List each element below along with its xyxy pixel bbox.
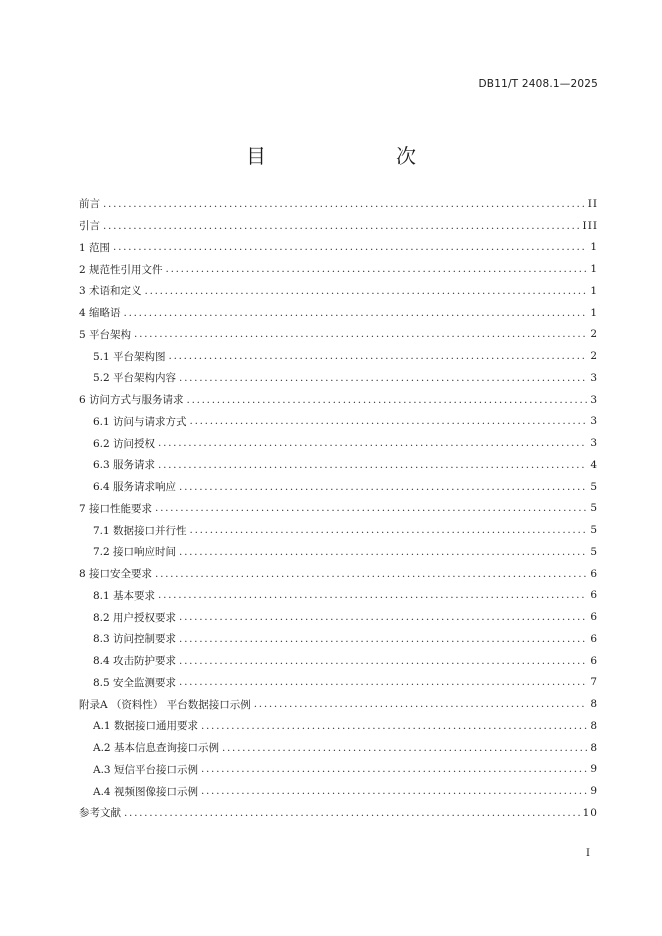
toc-entry-page: II — [587, 197, 598, 210]
toc-entry-label: A.2 基本信息查询接口示例 — [93, 742, 219, 755]
toc-entry[interactable] — [79, 715, 598, 737]
toc-entry[interactable] — [79, 411, 598, 433]
toc-entry-page: 3 — [590, 415, 598, 428]
toc-entry-page: 3 — [590, 393, 598, 406]
toc-leader-dots — [134, 328, 587, 340]
toc-entry[interactable] — [79, 324, 598, 346]
toc-entry-page: 9 — [590, 763, 598, 776]
toc-leader-dots — [124, 807, 580, 819]
toc-leader-dots — [179, 372, 587, 384]
toc-entry-page: 6 — [590, 632, 598, 645]
toc-entry-label: 3 术语和定义 — [79, 285, 142, 298]
toc-entry-label: 8.2 用户授权要求 — [93, 611, 177, 624]
toc-leader-dots — [113, 241, 587, 253]
toc-entry-page: 1 — [590, 241, 598, 254]
toc-entry-label: 6.3 服务请求 — [93, 459, 156, 472]
toc-leader-dots — [158, 437, 587, 449]
toc-leader-dots — [201, 785, 587, 797]
toc-entry-label: 5.2 平台架构内容 — [93, 372, 177, 385]
toc-leader-dots — [201, 720, 587, 732]
toc-leader-dots — [155, 502, 587, 514]
toc-entry[interactable] — [79, 802, 598, 824]
toc-entry-page: 1 — [590, 306, 598, 319]
toc-entry-page: 6 — [590, 567, 598, 580]
toc-entry-label: 1 范围 — [79, 241, 111, 254]
page-title: 目 次 — [246, 144, 446, 168]
toc-entry[interactable] — [79, 258, 598, 280]
toc-entry[interactable] — [79, 498, 598, 520]
toc-entry[interactable] — [79, 215, 598, 237]
toc-leader-dots — [169, 350, 588, 362]
toc-leader-dots — [179, 481, 587, 493]
toc-leader-dots — [179, 546, 587, 558]
toc-entry[interactable] — [79, 585, 598, 607]
toc-leader-dots — [155, 568, 587, 580]
toc-entry-page: 1 — [590, 263, 598, 276]
toc-leader-dots — [166, 263, 588, 275]
toc-entry[interactable] — [79, 650, 598, 672]
toc-entry-label: 5 平台架构 — [79, 328, 132, 341]
toc-leader-dots — [187, 394, 588, 406]
toc-leader-dots — [158, 589, 587, 601]
toc-entry-label: 8.1 基本要求 — [93, 589, 156, 602]
toc-entry-label: 8.5 安全监测要求 — [93, 676, 177, 689]
toc-entry-label: 附录A （资料性） 平台数据接口示例 — [79, 698, 251, 711]
footer-page-number: I — [586, 848, 590, 859]
toc-leader-dots — [179, 633, 587, 645]
toc-leader-dots — [190, 524, 588, 536]
toc-entry[interactable] — [79, 541, 598, 563]
toc-entry-page: 5 — [590, 502, 598, 515]
toc-entry[interactable] — [79, 606, 598, 628]
toc-leader-dots — [103, 198, 585, 210]
toc-leader-dots — [222, 742, 587, 754]
toc-entry-label: 6.1 访问与请求方式 — [93, 415, 187, 428]
toc-entry-label: A.1 数据接口通用要求 — [93, 720, 198, 733]
toc-entry[interactable] — [79, 389, 598, 411]
toc-entry-page: 5 — [590, 545, 598, 558]
toc-leader-dots — [201, 763, 587, 775]
toc-entry-label: 6 访问方式与服务请求 — [79, 394, 184, 407]
toc-entry[interactable] — [79, 759, 598, 781]
toc-leader-dots — [124, 307, 588, 319]
toc-entry-label: 5.1 平台架构图 — [93, 350, 166, 363]
toc-entry[interactable] — [79, 237, 598, 259]
toc-leader-dots — [145, 285, 588, 297]
toc-entry-label: A.4 视频图像接口示例 — [93, 785, 198, 798]
toc-leader-dots — [179, 676, 587, 688]
toc-leader-dots — [190, 415, 588, 427]
toc-entry-page: 1 — [590, 284, 598, 297]
toc-leader-dots — [158, 459, 587, 471]
toc-leader-dots — [254, 698, 588, 710]
toc-entry-label: 参考文献 — [79, 807, 121, 820]
toc-entry-page: 6 — [590, 589, 598, 602]
toc-entry-page: 3 — [590, 371, 598, 384]
toc-entry-label: 前言 — [79, 198, 100, 211]
toc-entry[interactable] — [79, 780, 598, 802]
toc-entry-page: 4 — [590, 458, 598, 471]
toc-leader-dots — [179, 611, 587, 623]
toc-entry[interactable] — [79, 454, 598, 476]
toc-entry[interactable] — [79, 432, 598, 454]
toc-entry-page: 6 — [590, 611, 598, 624]
toc-entry-label: 6.2 访问授权 — [93, 437, 156, 450]
toc-entry-label: 8 接口安全要求 — [79, 568, 153, 581]
standard-number: DB11/T 2408.1—2025 — [478, 78, 598, 90]
toc-entry-label: 4 缩略语 — [79, 307, 121, 320]
toc-entry-label: 8.4 攻击防护要求 — [93, 655, 177, 668]
table-of-contents — [79, 193, 598, 824]
toc-entry-label: 引言 — [79, 220, 100, 233]
toc-entry-label: A.3 短信平台接口示例 — [93, 763, 198, 776]
toc-entry-label: 6.4 服务请求响应 — [93, 481, 177, 494]
toc-entry[interactable] — [79, 345, 598, 367]
toc-entry-label: 7.2 接口响应时间 — [93, 546, 177, 559]
toc-entry[interactable] — [79, 563, 598, 585]
toc-entry-page: 8 — [590, 741, 598, 754]
toc-entry[interactable] — [79, 737, 598, 759]
toc-entry-page: III — [582, 219, 598, 232]
toc-entry-page: 6 — [590, 654, 598, 667]
toc-entry[interactable] — [79, 672, 598, 694]
toc-entry-page: 9 — [590, 785, 598, 798]
toc-entry[interactable] — [79, 367, 598, 389]
toc-leader-dots — [179, 655, 587, 667]
toc-entry-label: 7 接口性能要求 — [79, 502, 153, 515]
toc-entry-page: 10 — [582, 806, 598, 819]
toc-entry[interactable] — [79, 193, 598, 215]
toc-entry-page: 8 — [590, 698, 598, 711]
toc-entry[interactable] — [79, 302, 598, 324]
toc-leader-dots — [103, 220, 580, 232]
toc-entry-page: 5 — [590, 524, 598, 537]
toc-entry-label: 2 规范性引用文件 — [79, 263, 163, 276]
toc-entry[interactable] — [79, 693, 598, 715]
toc-entry-page: 5 — [590, 480, 598, 493]
toc-entry-page: 2 — [590, 350, 598, 363]
toc-entry-label: 8.3 访问控制要求 — [93, 633, 177, 646]
toc-entry[interactable] — [79, 519, 598, 541]
toc-entry[interactable] — [79, 628, 598, 650]
toc-entry-label: 7.1 数据接口并行性 — [93, 524, 187, 537]
toc-entry-page: 2 — [590, 328, 598, 341]
toc-entry-page: 3 — [590, 437, 598, 450]
toc-entry[interactable] — [79, 476, 598, 498]
toc-entry[interactable] — [79, 280, 598, 302]
toc-entry-page: 7 — [590, 676, 598, 689]
toc-entry-page: 8 — [590, 719, 598, 732]
